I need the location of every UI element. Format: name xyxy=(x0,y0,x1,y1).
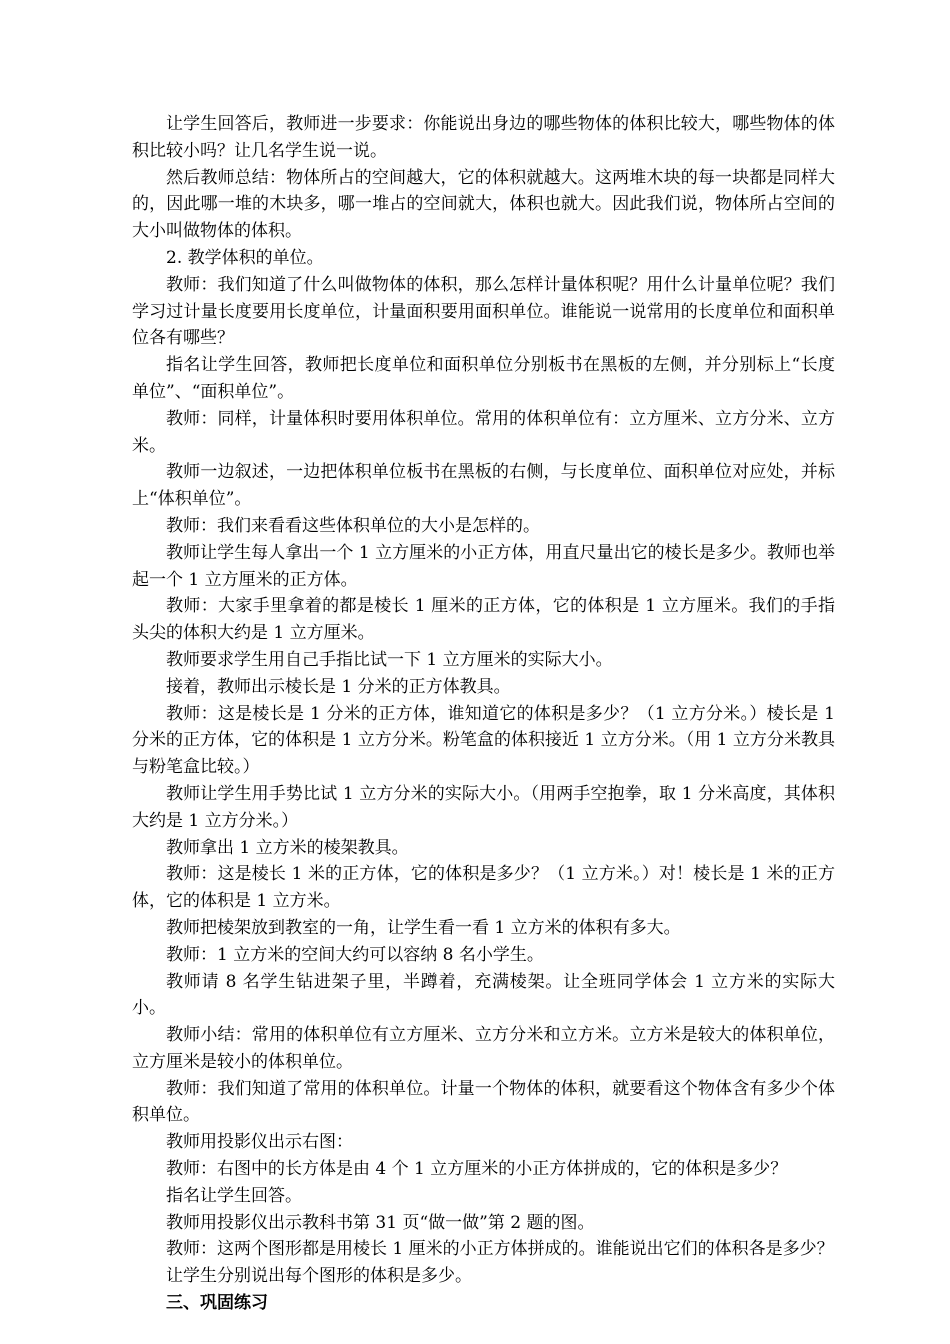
paragraph: 教师让学生用手势比试 1 立方分米的实际大小。（用两手空抱拳，取 1 分米高度，其体积大约是 1 立方分米。） xyxy=(132,783,835,831)
paragraph: 指名让学生回答。 xyxy=(166,1185,302,1206)
paragraph: 教师：我们知道了常用的体积单位。计量一个物体的体积，就要看这个物体含有多少个体积单位。 xyxy=(132,1078,835,1126)
paragraph: 教师一边叙述，一边把体积单位板书在黑板的右侧，与长度单位、面积单位对应处，并标上“体积单位”。 xyxy=(132,462,835,510)
paragraph: 教师拿出 1 立方米的棱架教具。 xyxy=(166,837,409,858)
paragraph: 教师：我们知道了什么叫做物体的体积，那么怎样计量体积呢？用什么计量单位呢？我们学习过计量长度要用长度单位，计量面积要用面积单位。谁能说一说常用的长度单位和面积单位各有哪些？ xyxy=(132,274,835,349)
paragraph: 让学生回答后，教师进一步要求：你能说出身边的哪些物体的体积比较大，哪些物体的体积比较小吗？让几名学生说一说。 xyxy=(132,114,835,161)
paragraph: 教师用投影仪出示右图： xyxy=(166,1132,353,1153)
paragraph: 教师：同样，计量体积时要用体积单位。常用的体积单位有：立方厘米、立方分米、立方米。 xyxy=(132,408,835,456)
paragraph: 教师：我们来看看这些体积单位的大小是怎样的。 xyxy=(166,515,540,536)
subsection-title: 2. 教学体积的单位。 xyxy=(166,247,324,268)
paragraph: 教师：这是棱长是 1 分米的正方体，谁知道它的体积是多少？（1 立方分米。）棱长是 1 分米的正方体，它的体积是 1 立方分米。粉笔盒的体积接近 1 立方分米。（用 1 立方分米教具与粉笔盒比较。） xyxy=(132,703,835,778)
paragraph: 教师：1 立方米的空间大约可以容纳 8 名小学生。 xyxy=(166,944,544,965)
paragraph: 教师：大家手里拿着的都是棱长 1 厘米的正方体，它的体积是 1 立方厘米。我们的手指头尖的体积大约是 1 立方厘米。 xyxy=(132,596,835,644)
paragraph: 教师：右图中的长方体是由 4 个 1 立方厘米的小正方体拼成的，它的体积是多少？ xyxy=(166,1159,788,1180)
paragraph: 教师：这两个图形都是用棱长 1 厘米的小正方体拼成的。谁能说出它们的体积各是多少？ xyxy=(166,1239,834,1260)
paragraph: 让学生分别说出每个图形的体积是多少。 xyxy=(166,1266,472,1287)
paragraph: 教师用投影仪出示教科书第 31 页“做一做”第 2 题的图。 xyxy=(166,1212,595,1233)
paragraph: 教师小结：常用的体积单位有立方厘米、立方分米和立方米。立方米是较大的体积单位，立方厘米是较小的体积单位。 xyxy=(132,1025,835,1072)
paragraph: 教师让学生每人拿出一个 1 立方厘米的小正方体，用直尺量出它的棱长是多少。教师也举起一个 1 立方厘米的正方体。 xyxy=(132,542,835,590)
paragraph: 教师把棱架放到教室的一角，让学生看一看 1 立方米的体积有多大。 xyxy=(166,917,681,938)
paragraph: 教师要求学生用自己手指比试一下 1 立方厘米的实际大小。 xyxy=(166,649,613,670)
paragraph: 教师请 8 名学生钻进架子里，半蹲着，充满棱架。让全班同学体会 1 立方米的实际大小。 xyxy=(132,971,835,1019)
section-heading: 三、巩固练习 xyxy=(166,1293,268,1314)
paragraph: 教师：这是棱长 1 米的正方体，它的体积是多少？（1 立方米。）对！棱长是 1 米的正方体，它的体积是 1 立方米。 xyxy=(132,864,835,912)
paragraph: 指名让学生回答，教师把长度单位和面积单位分别板书在黑板的左侧，并分别标上“长度单位”、“面积单位”。 xyxy=(132,355,835,402)
document-page xyxy=(132,111,835,1317)
paragraph: 然后教师总结：物体所占的空间越大，它的体积就越大。这两堆木块的每一块都是同样大的，因此哪一堆的木块多，哪一堆占的空间就大，体积也就大。因此我们说，物体所占空间的大小叫做物体的体积。 xyxy=(132,167,835,242)
paragraph: 接着，教师出示棱长是 1 分米的正方体教具。 xyxy=(166,676,511,697)
